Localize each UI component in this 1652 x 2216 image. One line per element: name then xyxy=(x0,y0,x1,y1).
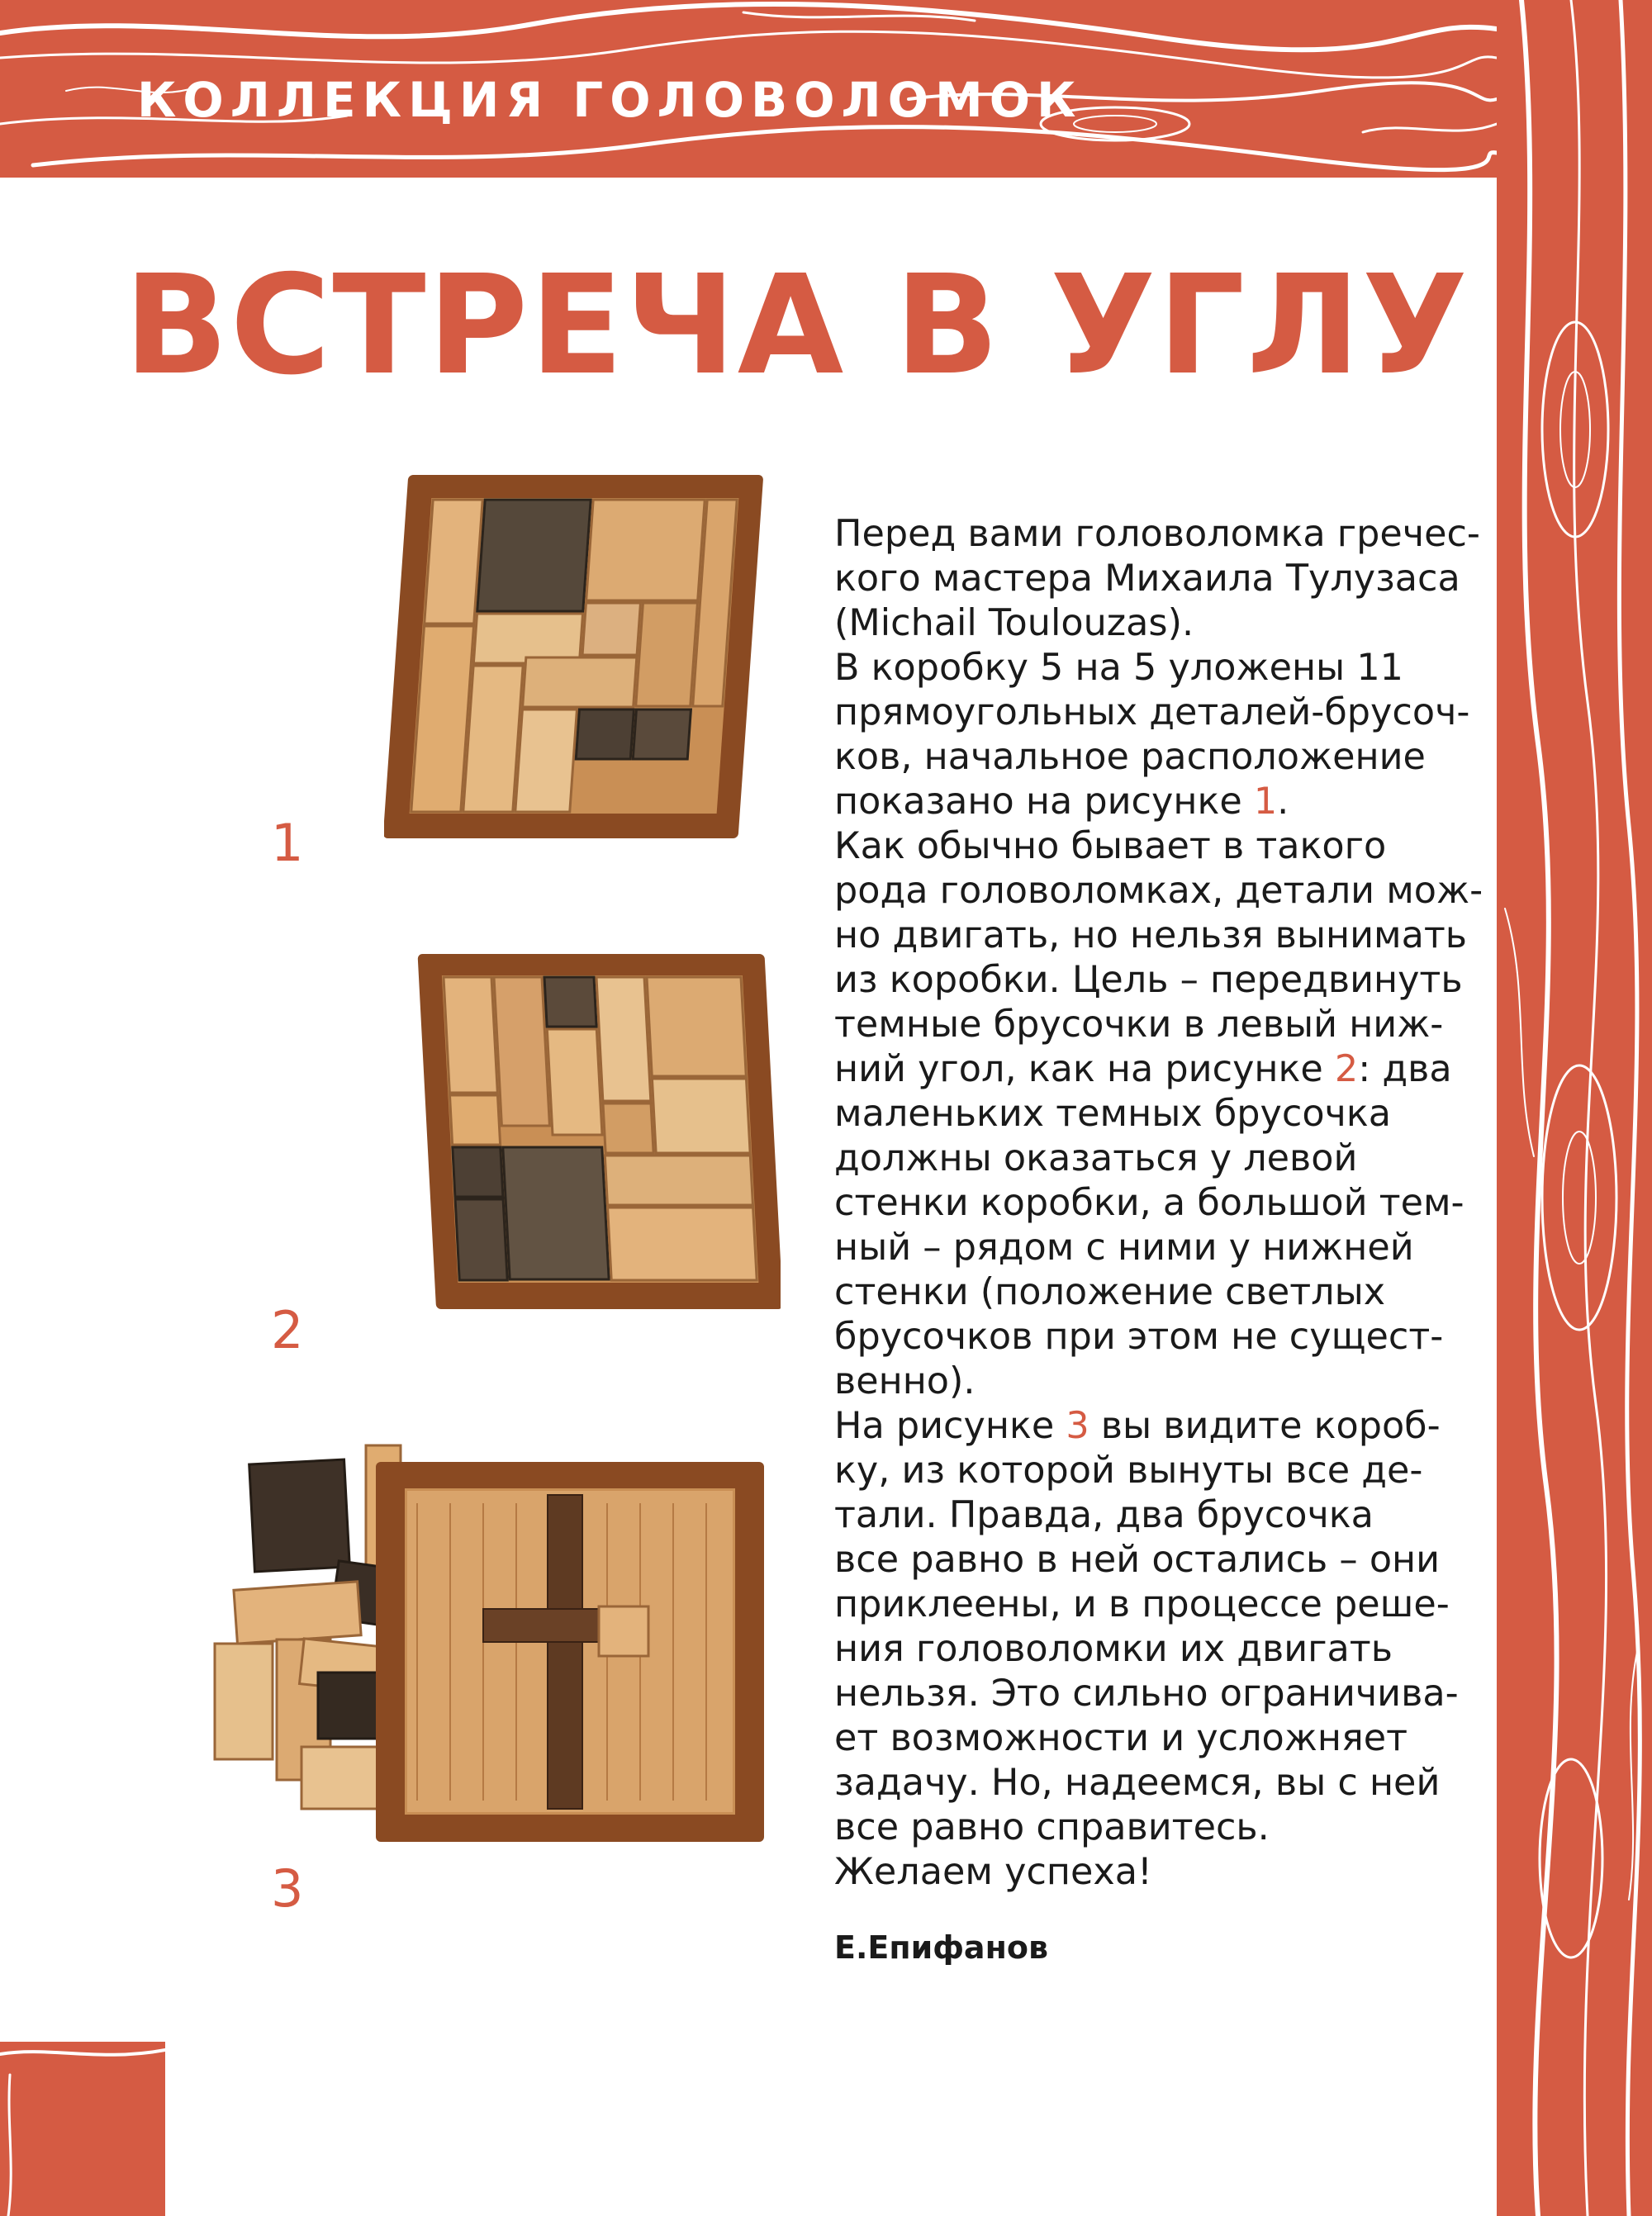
text-line: Перед вами головоломка гречес- xyxy=(834,513,1480,555)
text-line xyxy=(834,1404,1479,1449)
text-line: ный – рядом с ними у нижней xyxy=(834,1227,1414,1269)
header-wood-banner xyxy=(0,0,1497,178)
figure-reference-3: 3 xyxy=(1066,1405,1089,1447)
figure-reference-1: 1 xyxy=(1253,781,1278,823)
text-line xyxy=(834,780,1479,824)
text-line xyxy=(834,1047,1479,1092)
figure-number-3: 3 xyxy=(271,1858,304,1919)
text-line: маленьких темных брусочка xyxy=(834,1093,1391,1135)
text-line: темные брусочки в левый ниж- xyxy=(834,1004,1444,1046)
text-line: нельзя. Это сильно ограничива- xyxy=(834,1673,1459,1715)
text-line: но двигать, но нельзя вынимать xyxy=(834,914,1468,956)
text-line: ков, начальное расположение xyxy=(834,736,1426,778)
text-line: ет возможности и усложняет xyxy=(834,1717,1408,1759)
article-body xyxy=(834,512,1483,1895)
author-signature: Е.Епифанов xyxy=(834,1929,1048,1966)
text-line: должны оказаться у левой xyxy=(834,1137,1358,1179)
text-line: венно). xyxy=(834,1360,976,1402)
text-line: стенки коробки, а большой тем- xyxy=(834,1182,1464,1224)
puzzle-photo-1 xyxy=(384,467,781,851)
text-line: все равно в ней остались – они xyxy=(834,1539,1441,1581)
section-label: КОЛЛЕКЦИЯ ГОЛОВОЛОМОК xyxy=(137,72,1083,128)
puzzle-photo-2 xyxy=(384,946,781,1322)
right-wood-band xyxy=(1497,0,1652,2216)
text-line: тали. Правда, два брусочка xyxy=(834,1494,1374,1536)
figure-number-2: 2 xyxy=(271,1300,304,1360)
figure-reference-2: 2 xyxy=(1334,1048,1359,1090)
text-line: брусочков при этом не сущест- xyxy=(834,1316,1444,1358)
text-line: ния головоломки их двигать xyxy=(834,1628,1393,1670)
text-fragment: вы видите короб- xyxy=(1089,1405,1441,1447)
text-line: Желаем успеха! xyxy=(834,1851,1152,1893)
page-title: ВСТРЕЧА В УГЛУ xyxy=(124,246,1469,406)
text-line: из коробки. Цель – передвинуть xyxy=(834,959,1463,1001)
text-line: ку, из которой вынуты все де- xyxy=(834,1450,1423,1492)
text-line: задачу. Но, надеемся, вы с ней xyxy=(834,1762,1441,1804)
text-line: все равно справитесь. xyxy=(834,1806,1270,1848)
text-line: (Michail Toulouzas). xyxy=(834,602,1194,644)
text-line: рода головоломках, детали мож- xyxy=(834,870,1483,912)
text-line: стенки (положение светлых xyxy=(834,1271,1386,1313)
text-line: Как обычно бывает в такого xyxy=(834,825,1387,867)
text-line: В коробку 5 на 5 уложены 11 xyxy=(834,647,1403,689)
text-line: приклеены, и в процессе реше- xyxy=(834,1583,1450,1625)
text-fragment: На рисунке xyxy=(834,1405,1066,1447)
text-fragment: : два xyxy=(1358,1048,1452,1090)
text-fragment: ний угол, как на рисунке xyxy=(834,1048,1335,1090)
corner-wood-decoration xyxy=(0,2042,165,2216)
puzzle-photo-3 xyxy=(211,1437,781,1846)
text-line: прямоугольных деталей-брусоч- xyxy=(834,691,1470,733)
text-line: кого мастера Михаила Тулузаса xyxy=(834,558,1460,600)
text-fragment: показано на рисунке xyxy=(834,781,1254,823)
text-fragment: . xyxy=(1277,781,1289,823)
figure-number-1: 1 xyxy=(271,813,304,873)
